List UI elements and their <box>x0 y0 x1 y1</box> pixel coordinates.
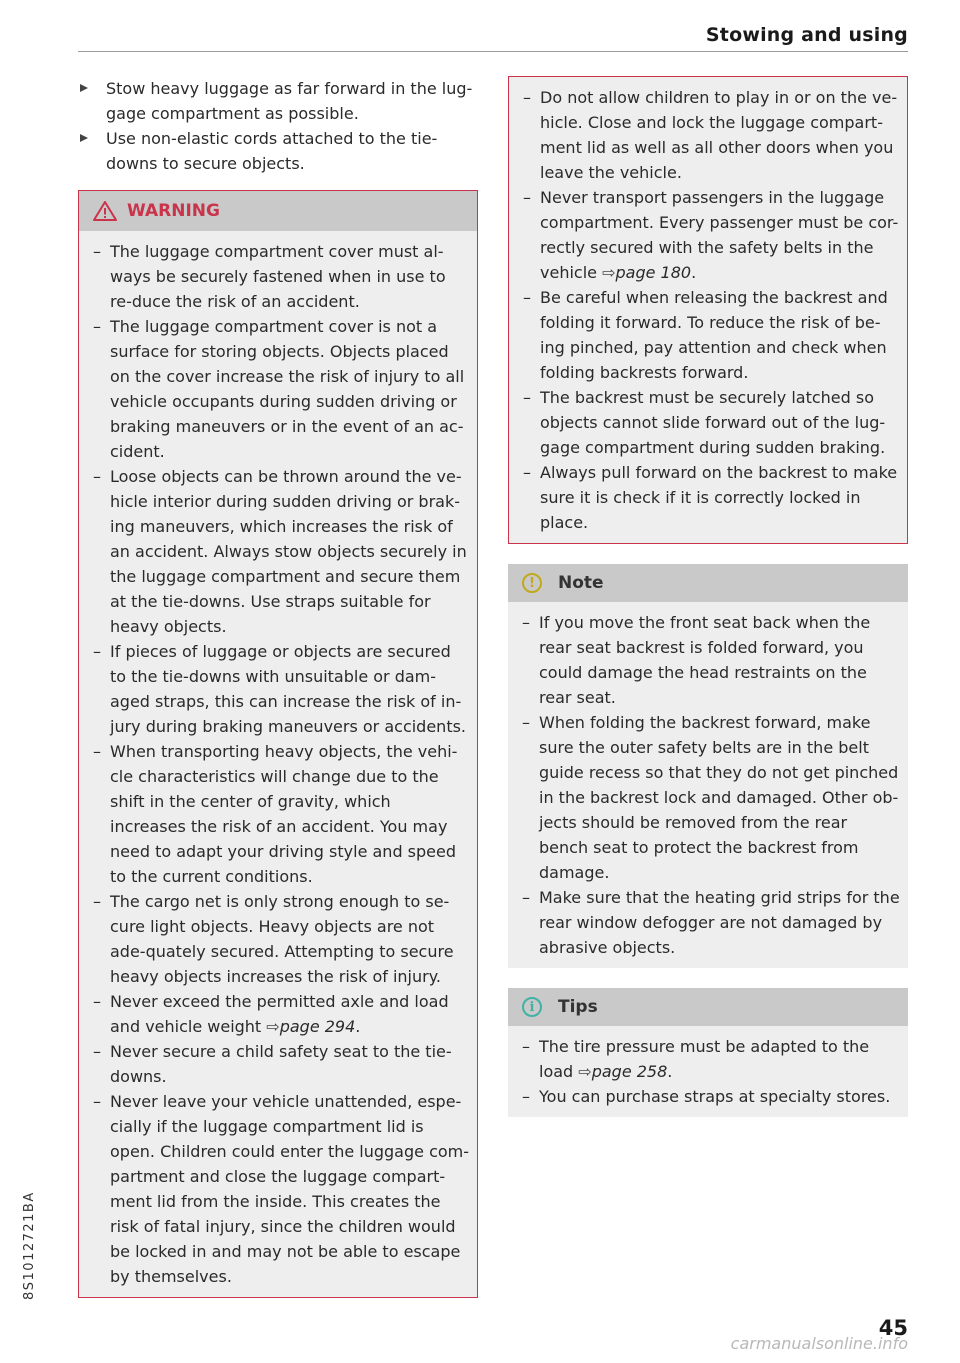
intro-bullet-list <box>78 76 478 176</box>
list-item-text: The tire pressure must be adapted to the load <box>539 1037 870 1081</box>
list-item: – The luggage compartment cover must al-ways be securely fastened when in use to re-duce the risk of an accident. <box>83 239 469 314</box>
list-item: – If pieces of luggage or objects are secured to the tie-downs with unsuitable or dam-aged straps, this can increase the risk of in-jury during braking maneuvers or accidents. <box>83 639 469 739</box>
warning-triangle-icon <box>93 201 117 221</box>
tips-header <box>508 988 908 1026</box>
list-item: – The cargo net is only strong enough to se-cure light objects. Heavy objects are not ade-quately secured. Attempting to secure heavy objects increases the risk of injury. <box>83 889 469 989</box>
document-code: 8S1012721BA <box>22 1191 37 1300</box>
page-number: 45 <box>878 1316 908 1340</box>
list-item: – Loose objects can be thrown around the ve-hicle interior during sudden driving or brak-ing maneuvers, which increases the risk of an accident. Always stow objects securely in the luggage compartment and secure them at the tie-downs. Use straps suitable for heavy objects. <box>83 464 469 639</box>
page-header-title: Stowing and using <box>705 24 908 46</box>
tips-list <box>512 1034 900 1109</box>
note-title: Note <box>558 573 604 593</box>
list-item: – When transporting heavy objects, the vehi-cle characteristics will change due to the shift in the center of gravity, which increases the risk of an accident. You may need to adapt your driving style and speed to the current conditions. <box>83 739 469 889</box>
page-reference-link[interactable]: page 294 <box>279 1017 356 1036</box>
list-item-text: Never transport passengers in the luggage compartment. Every passenger must be cor-rectly secured with the safety belts in the vehicle <box>540 188 899 282</box>
list-item: – Be careful when releasing the backrest and folding it forward. To reduce the risk of be-ing pinched, pay attention and check when folding backrests forward. <box>513 285 899 385</box>
note-list <box>512 610 900 960</box>
list-item-text: Never exceed the permitted axle and load and vehicle weight <box>110 992 449 1036</box>
note-header <box>508 564 908 602</box>
list-item: – You can purchase straps at specialty stores. <box>512 1084 900 1109</box>
list-item: – Make sure that the heating grid strips for the rear window defogger are not damaged by abrasive objects. <box>512 885 900 960</box>
list-item: – When folding the backrest forward, make sure the outer safety belts are in the belt guide recess so that they do not get pinched in the backrest lock and damaged. Other ob-jects should be removed from the rear bench seat to protect the backrest from damage. <box>512 710 900 885</box>
right-column <box>508 76 908 1117</box>
list-item: – Never leave your vehicle unattended, espe-cially if the luggage compartment lid is open. Children could enter the luggage com-partment and close the luggage compart-ment lid from the inside. This creates the risk of fatal injury, since the children would be locked in and may not be able to escape by themselves. <box>83 1089 469 1289</box>
list-item-end: . <box>355 1017 361 1036</box>
exclamation-circle-icon: ! <box>522 573 542 593</box>
page-reference-link[interactable]: page 180 <box>615 263 692 282</box>
warning-continued-list <box>513 85 899 535</box>
watermark: carmanualsonline.info <box>730 1334 908 1353</box>
warning-box-continued <box>508 76 908 544</box>
warning-list <box>83 239 469 1289</box>
tips-box <box>508 988 908 1117</box>
arrow-right-icon: ⇨ <box>602 263 616 282</box>
list-item: – The luggage compartment cover is not a surface for storing objects. Objects placed on the cover increase the risk of injury to all vehicle occupants during sudden driving or braking maneuvers or in the event of an ac-cident. <box>83 314 469 464</box>
list-item <box>83 989 469 1039</box>
warning-box <box>78 190 478 1298</box>
note-box <box>508 564 908 968</box>
info-circle-icon: i <box>522 997 542 1017</box>
list-item-end: . <box>691 263 697 282</box>
list-item: – Always pull forward on the backrest to make sure it is check if it is correctly locked in place. <box>513 460 899 535</box>
page-reference-link[interactable]: page 258 <box>591 1062 668 1081</box>
tips-title: Tips <box>558 997 598 1017</box>
list-item: Use non-elastic cords attached to the tie-downs to secure objects. <box>78 126 478 176</box>
header-divider <box>78 51 908 52</box>
arrow-right-icon: ⇨ <box>266 1017 280 1036</box>
left-column <box>78 76 478 1298</box>
list-item <box>513 185 899 285</box>
warning-header <box>79 191 477 231</box>
list-item: – Do not allow children to play in or on the ve-hicle. Close and lock the luggage compart-ment lid as well as all other doors when you leave the vehicle. <box>513 85 899 185</box>
warning-title: WARNING <box>127 201 220 221</box>
list-item <box>512 1034 900 1084</box>
list-item-end: . <box>667 1062 673 1081</box>
arrow-right-icon: ⇨ <box>578 1062 592 1081</box>
list-item: – Never secure a child safety seat to the tie-downs. <box>83 1039 469 1089</box>
list-item: Stow heavy luggage as far forward in the lug-gage compartment as possible. <box>78 76 478 126</box>
list-item: – The backrest must be securely latched so objects cannot slide forward out of the lug-gage compartment during sudden braking. <box>513 385 899 460</box>
list-item: – If you move the front seat back when the rear seat backrest is folded forward, you could damage the head restraints on the rear seat. <box>512 610 900 710</box>
